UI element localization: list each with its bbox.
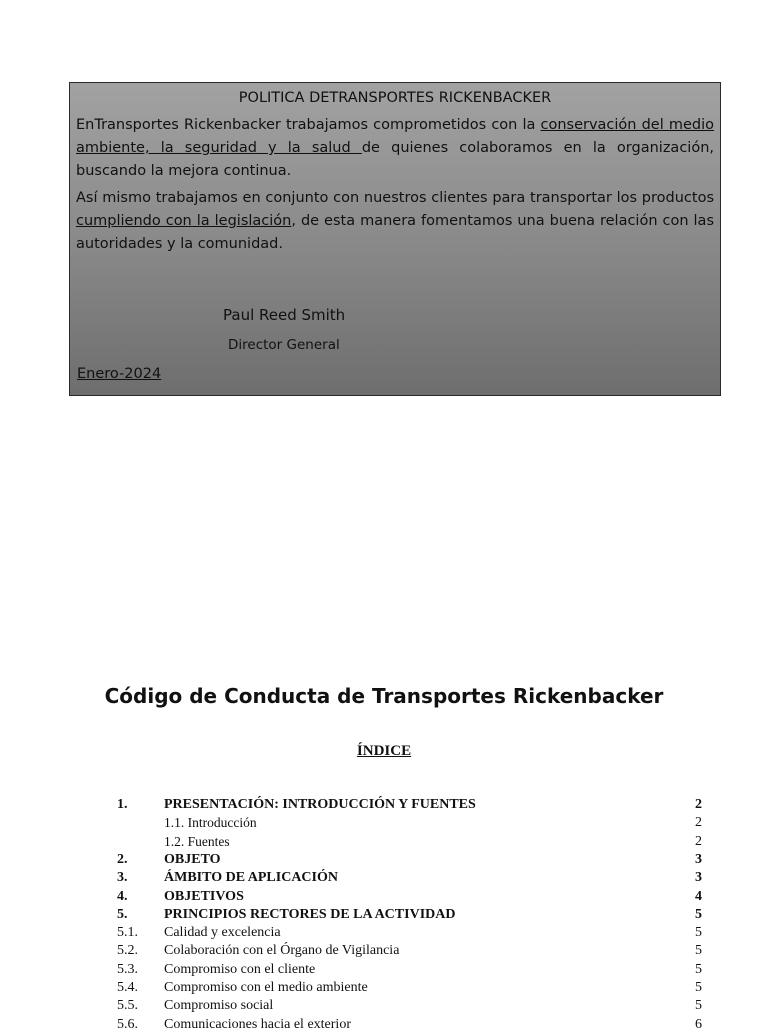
policy-paragraph-1 xyxy=(76,114,714,183)
signer-name: Paul Reed Smith xyxy=(223,306,346,324)
toc-entry-text: 1.1. Introducción xyxy=(164,815,257,831)
code-title: Código de Conducta de Transportes Rickenbacker xyxy=(104,684,664,708)
toc-row xyxy=(0,834,768,852)
policy-p1-text-b: de quienes colaboramos en la organización, buscando la mejora continua. xyxy=(76,140,714,179)
toc-number: 5.5. xyxy=(117,998,138,1014)
toc-number: 1. xyxy=(117,797,128,812)
toc-number: 5.2. xyxy=(117,943,138,959)
toc-row xyxy=(0,870,768,888)
signer-role: Director General xyxy=(228,337,340,353)
policy-box xyxy=(69,82,721,396)
toc-number: 5.4. xyxy=(117,980,138,995)
toc-page-number: 5 xyxy=(695,961,702,977)
toc-number: 3. xyxy=(117,870,128,886)
policy-p2-text-b: , de esta manera fomentamos una buena relación con las autoridades y la comunidad. xyxy=(76,213,714,252)
toc-row xyxy=(0,980,768,998)
toc-row xyxy=(0,889,768,907)
toc-page-number: 3 xyxy=(695,870,702,886)
toc-entry-text: Comunicaciones hacia el exterior xyxy=(164,1016,351,1032)
policy-p2-text-a: Así mismo trabajamos en conjunto con nuestros clientes para transportar los productos xyxy=(76,190,714,206)
toc-number: 4. xyxy=(117,888,128,904)
toc-entry-text: OBJETIVOS xyxy=(164,888,244,904)
toc-entry-text: PRINCIPIOS RECTORES DE LA ACTIVIDAD xyxy=(164,906,456,922)
toc-page-number: 2 xyxy=(695,833,702,849)
toc-entry-text: Compromiso social xyxy=(164,998,274,1014)
toc-entry-text: Compromiso con el cliente xyxy=(164,961,316,977)
toc-row xyxy=(0,907,768,925)
toc-page-number: 5 xyxy=(695,906,702,922)
policy-title: POLITICA DETRANSPORTES RICKENBACKER xyxy=(238,90,552,106)
toc-number: 5.1. xyxy=(117,925,138,941)
toc-page-number: 6 xyxy=(695,1016,702,1032)
toc-entry-text: Calidad y excelencia xyxy=(164,925,281,941)
toc-page-number: 2 xyxy=(695,815,702,831)
policy-paragraph-2 xyxy=(76,187,714,256)
toc-page-number: 5 xyxy=(695,943,702,959)
policy-p1-underlined: conservación del medio ambiente, la seguridad y la salud xyxy=(76,117,714,156)
toc-number: 2. xyxy=(117,851,128,867)
toc-row xyxy=(0,815,768,833)
toc-row xyxy=(0,852,768,870)
toc-number: 5. xyxy=(117,906,128,922)
toc-page-number: 5 xyxy=(695,998,702,1014)
toc-entry-text: 1.2. Fuentes xyxy=(164,833,230,849)
toc-page-number: 5 xyxy=(695,980,702,995)
toc-entry-text: ÁMBITO DE APLICACIÓN xyxy=(164,870,338,886)
toc-row xyxy=(0,925,768,943)
toc-number: 5.6. xyxy=(117,1016,138,1032)
toc-row xyxy=(0,998,768,1016)
toc-entry-text: OBJETO xyxy=(164,851,221,867)
policy-p1-text-a: EnTransportes Rickenbacker trabajamos comprometidos con la xyxy=(76,117,541,133)
toc-row xyxy=(0,1017,768,1035)
toc-page-number: 5 xyxy=(695,925,702,941)
toc-page-number: 4 xyxy=(695,888,702,904)
toc-row xyxy=(0,962,768,980)
toc-page-number: 3 xyxy=(695,851,702,867)
index-heading: ÍNDICE xyxy=(356,743,412,759)
toc-row xyxy=(0,943,768,961)
toc-row xyxy=(0,797,768,815)
policy-date: Enero-2024 xyxy=(77,366,162,382)
toc-entry-text: Compromiso con el medio ambiente xyxy=(164,980,368,995)
toc-entry-text: PRESENTACIÓN: INTRODUCCIÓN Y FUENTES xyxy=(164,797,476,812)
policy-p2-underlined: cumpliendo con la legislación xyxy=(76,213,292,229)
toc-number: 5.3. xyxy=(117,961,138,977)
toc-entry-text: Colaboración con el Órgano de Vigilancia xyxy=(164,943,400,959)
toc-page-number: 2 xyxy=(695,797,702,812)
